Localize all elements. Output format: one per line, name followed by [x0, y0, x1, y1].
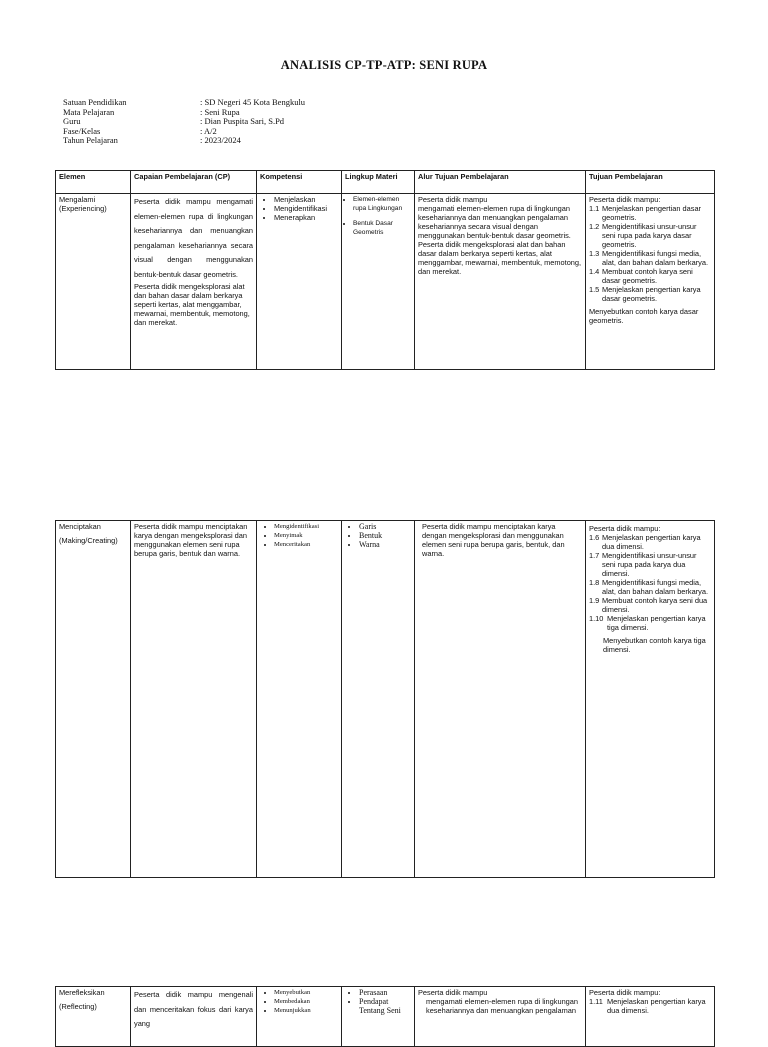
header-cp: Capaian Pembelajaran (CP): [131, 171, 257, 194]
list-item: • Warna: [359, 540, 411, 549]
tp-end: Menyebutkan contoh karya tiga dimensi.: [603, 636, 706, 654]
kompetensi-list: [260, 522, 338, 549]
list-item: 1.3 Mengidentifikasi fungsi media, alat, dan bahan dalam berkarya.: [589, 249, 709, 267]
header-lingkup: Lingkup Materi: [342, 171, 415, 194]
analysis-table-2: [55, 520, 715, 878]
list-item: • Perasaan: [359, 988, 411, 997]
list-item: • Bentuk: [359, 531, 411, 540]
list-item: 1.6 Menjelaskan pengertian karya dua dimensi.: [589, 533, 701, 551]
table-row: [56, 521, 715, 878]
atp-text: mengamati elemen-elemen rupa di lingkungan kesehariannya dan menuangkan pengalaman kesehariannya secara visual dengan menggunakan bentuk-bentuk dasar geometris. Peserta didik mengeksplorasi alat dan bahan dasar dalam berkarya seperti kertas, alat menggambar, mewarnai, membentuk, memotong, dan merekat.: [418, 204, 582, 276]
cell-atp: Peserta didik mampu menciptakan karya dengan mengeksplorasi dan menggunakan elemen seni rupa berupa garis, bentuk, dan warna.: [415, 521, 586, 878]
list-item: 1.2 Mengidentifikasi unsur-unsur seni rupa pada karya dasar geometris.: [589, 222, 697, 249]
info-value: : A/2: [200, 125, 217, 136]
cell-kompetensi: [257, 194, 342, 370]
lingkup-list: [345, 522, 411, 549]
cp-text: Peserta didik mengeksplorasi alat dan bahan dasar dalam berkarya seperti kertas, alat menggambar, mewarnai, membentuk, memotong, dan merekat.: [134, 282, 250, 327]
list-item: 1.4 Membuat contoh karya seni dasar geometris.: [589, 267, 693, 285]
tp-intro: Peserta didik mampu:: [589, 195, 661, 204]
list-item: 1.9 Membuat contoh karya seni dua dimensi.: [589, 596, 708, 614]
tp-intro: Peserta didik mampu:: [589, 524, 661, 533]
list-item: 1.7 Mengidentifikasi unsur-unsur seni rupa pada karya dua dimensi.: [589, 551, 697, 578]
list-item: 1.1 Menjelaskan pengertian dasar geometris.: [589, 204, 702, 222]
cell-cp: Peserta didik mampu mengenali dan menceritakan fokus dari karya yang: [131, 987, 257, 1047]
cell-tp: [586, 521, 715, 878]
table-row: [56, 194, 715, 370]
info-label: Guru: [63, 116, 81, 127]
list-item: • Menceritakan: [274, 540, 338, 549]
header-atp: Alur Tujuan Pembelajaran: [415, 171, 586, 194]
tp-intro: Peserta didik mampu:: [589, 988, 661, 997]
cell-kompetensi: [257, 521, 342, 878]
list-item: • Mengidentifikasi: [274, 204, 338, 213]
cell-lingkup: [342, 194, 415, 370]
header-kompetensi: Kompetensi: [257, 171, 342, 194]
info-label: Tahun Pelajaran: [63, 135, 118, 146]
list-item: • Menyebutkan: [274, 988, 338, 997]
cell-elemen: Mengalami (Experiencing): [56, 194, 131, 370]
lingkup-list: [345, 988, 411, 1015]
document-title: ANALISIS CP-TP-ATP: SENI RUPA: [280, 58, 488, 72]
analysis-table-1: [55, 170, 715, 370]
list-item: • Membedakan: [274, 997, 338, 1006]
info-value: : SD Negeri 45 Kota Bengkulu: [200, 97, 306, 107]
info-row: [63, 136, 305, 146]
list-item: • Menunjukkan: [274, 1006, 338, 1015]
info-value: : Dian Puspita Sari, S.Pd: [200, 116, 285, 127]
cell-lingkup: [342, 521, 415, 878]
lingkup-list: [345, 195, 411, 237]
list-item: • Menjelaskan: [274, 195, 338, 204]
cell-cp: Peserta didik mampu menciptakan karya dengan mengeksplorasi dan menggunakan elemen seni rupa berupa garis, bentuk dan warna.: [131, 521, 257, 878]
cp-text: Peserta didik mampu mengamati elemen-elemen rupa di lingkungan kesehariannya dan menuangkan pengalaman kesehariannya secara visual dengan menggunakan bentuk-bentuk dasar geometris.: [134, 197, 253, 279]
header-tp: Tujuan Pembelajaran: [586, 171, 715, 194]
cell-elemen: Merefleksikan (Reflecting): [56, 987, 131, 1047]
analysis-table-3: [55, 986, 715, 1047]
list-item: • Bentuk Dasar Geometris: [353, 219, 411, 237]
list-item: 1.8 Mengidentifikasi fungsi media, alat, dan bahan dalam berkarya.: [589, 578, 709, 596]
atp-intro: Peserta didik mampu: [418, 988, 488, 997]
list-item: 1.5 Menjelaskan pengertian karya dasar geometris.: [589, 285, 701, 303]
cell-tp: [586, 194, 715, 370]
kompetensi-list: [260, 195, 338, 222]
list-item: • Mengidentifikasi: [274, 522, 338, 531]
info-label: Fase/Kelas: [63, 125, 101, 136]
atp-intro: Peserta didik mampu: [418, 195, 488, 204]
info-value: : 2023/2024: [200, 135, 241, 146]
list-item: • Pendapat Tentang Seni: [359, 997, 411, 1015]
cell-atp: [415, 194, 586, 370]
list-item: • Menerapkan: [274, 213, 338, 222]
cell-tp: [586, 987, 715, 1047]
tp-end: Menyebutkan contoh karya dasar geometris.: [589, 307, 699, 325]
kompetensi-list: [260, 988, 338, 1015]
cell-atp: [415, 987, 586, 1047]
list-item: • Elemen-elemen rupa Lingkungan: [353, 195, 411, 213]
cell-lingkup: [342, 987, 415, 1047]
list-item: 1.10 Menjelaskan pengertian karya tiga dimensi.: [589, 614, 706, 632]
info-label: Mata Pelajaran: [63, 106, 115, 117]
table-header-row: [56, 171, 715, 194]
document-info: [63, 98, 305, 146]
list-item: • Garis: [359, 522, 411, 531]
list-item: 1.11 Menjelaskan pengertian karya dua dimensi.: [589, 997, 706, 1015]
header-elemen: Elemen: [56, 171, 131, 194]
atp-text: mengamati elemen-elemen rupa di lingkungan kesehariannya dan menuangkan pengalaman: [426, 997, 579, 1015]
info-value: : Seni Rupa: [200, 106, 240, 117]
info-label: Satuan Pendidikan: [63, 97, 127, 107]
list-item: • Menyimak: [274, 531, 338, 540]
table-row: [56, 987, 715, 1047]
cell-elemen: Menciptakan (Making/Creating): [56, 521, 131, 878]
cell-kompetensi: [257, 987, 342, 1047]
cell-cp: [131, 194, 257, 370]
